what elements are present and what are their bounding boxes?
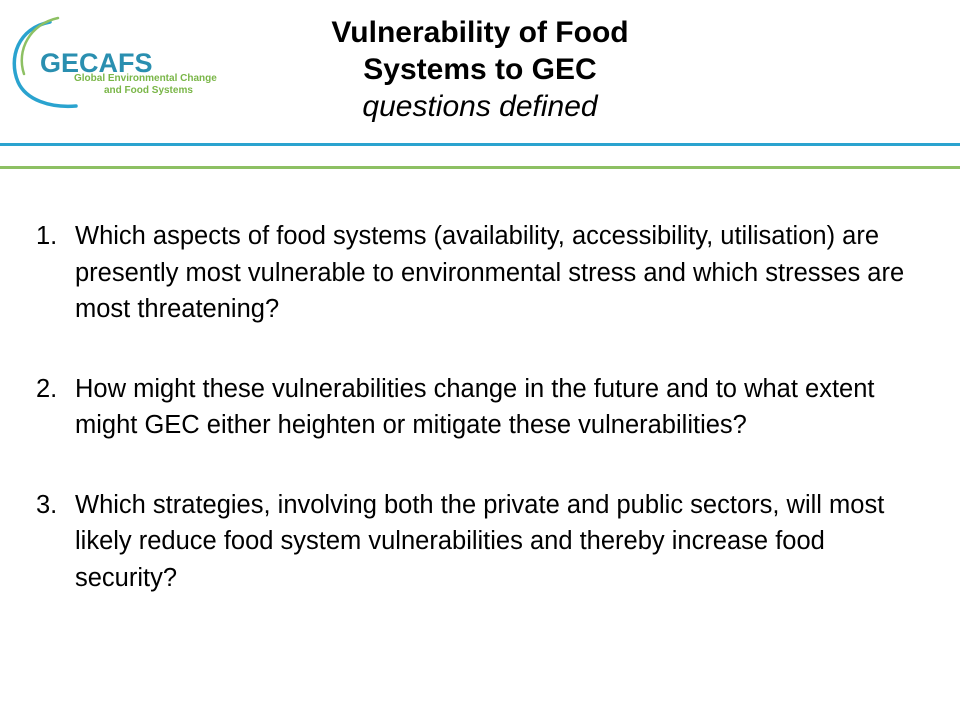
header-divider-blue: [0, 143, 960, 146]
logo-name: GECAFS: [40, 48, 153, 78]
title-line-2: Systems to GEC: [363, 53, 597, 86]
question-number: 2.: [36, 374, 58, 403]
question-text: How might these vulnerabilities change in the future and to what extent might GEC either heighten or mitigate these vulnerabilities?: [75, 374, 875, 439]
title-line-1: Vulnerability of Food: [331, 16, 629, 49]
question-item-1: [36, 218, 926, 328]
question-item-3: [36, 487, 926, 597]
question-text: Which strategies, involving both the private and public sectors, will most likely reduce food system vulnerabilities and thereby increase food security?: [75, 490, 885, 592]
gecafs-logo: [6, 8, 217, 118]
header-divider-green: [0, 166, 960, 169]
slide-title: [230, 14, 730, 125]
question-item-2: [36, 371, 926, 444]
question-number: 1.: [36, 222, 58, 250]
logo-tagline-line2: and Food Systems: [104, 85, 193, 96]
question-list: [36, 218, 926, 639]
question-text: Which aspects of food systems (availability, accessibility, utilisation) are presently most vulnerable to environmental stress and which stresses are most threatening?: [75, 222, 905, 323]
logo-tagline-line1: Global Environmental Change: [74, 73, 217, 84]
question-number: 3.: [36, 490, 58, 519]
title-subtitle: questions defined: [362, 90, 598, 123]
